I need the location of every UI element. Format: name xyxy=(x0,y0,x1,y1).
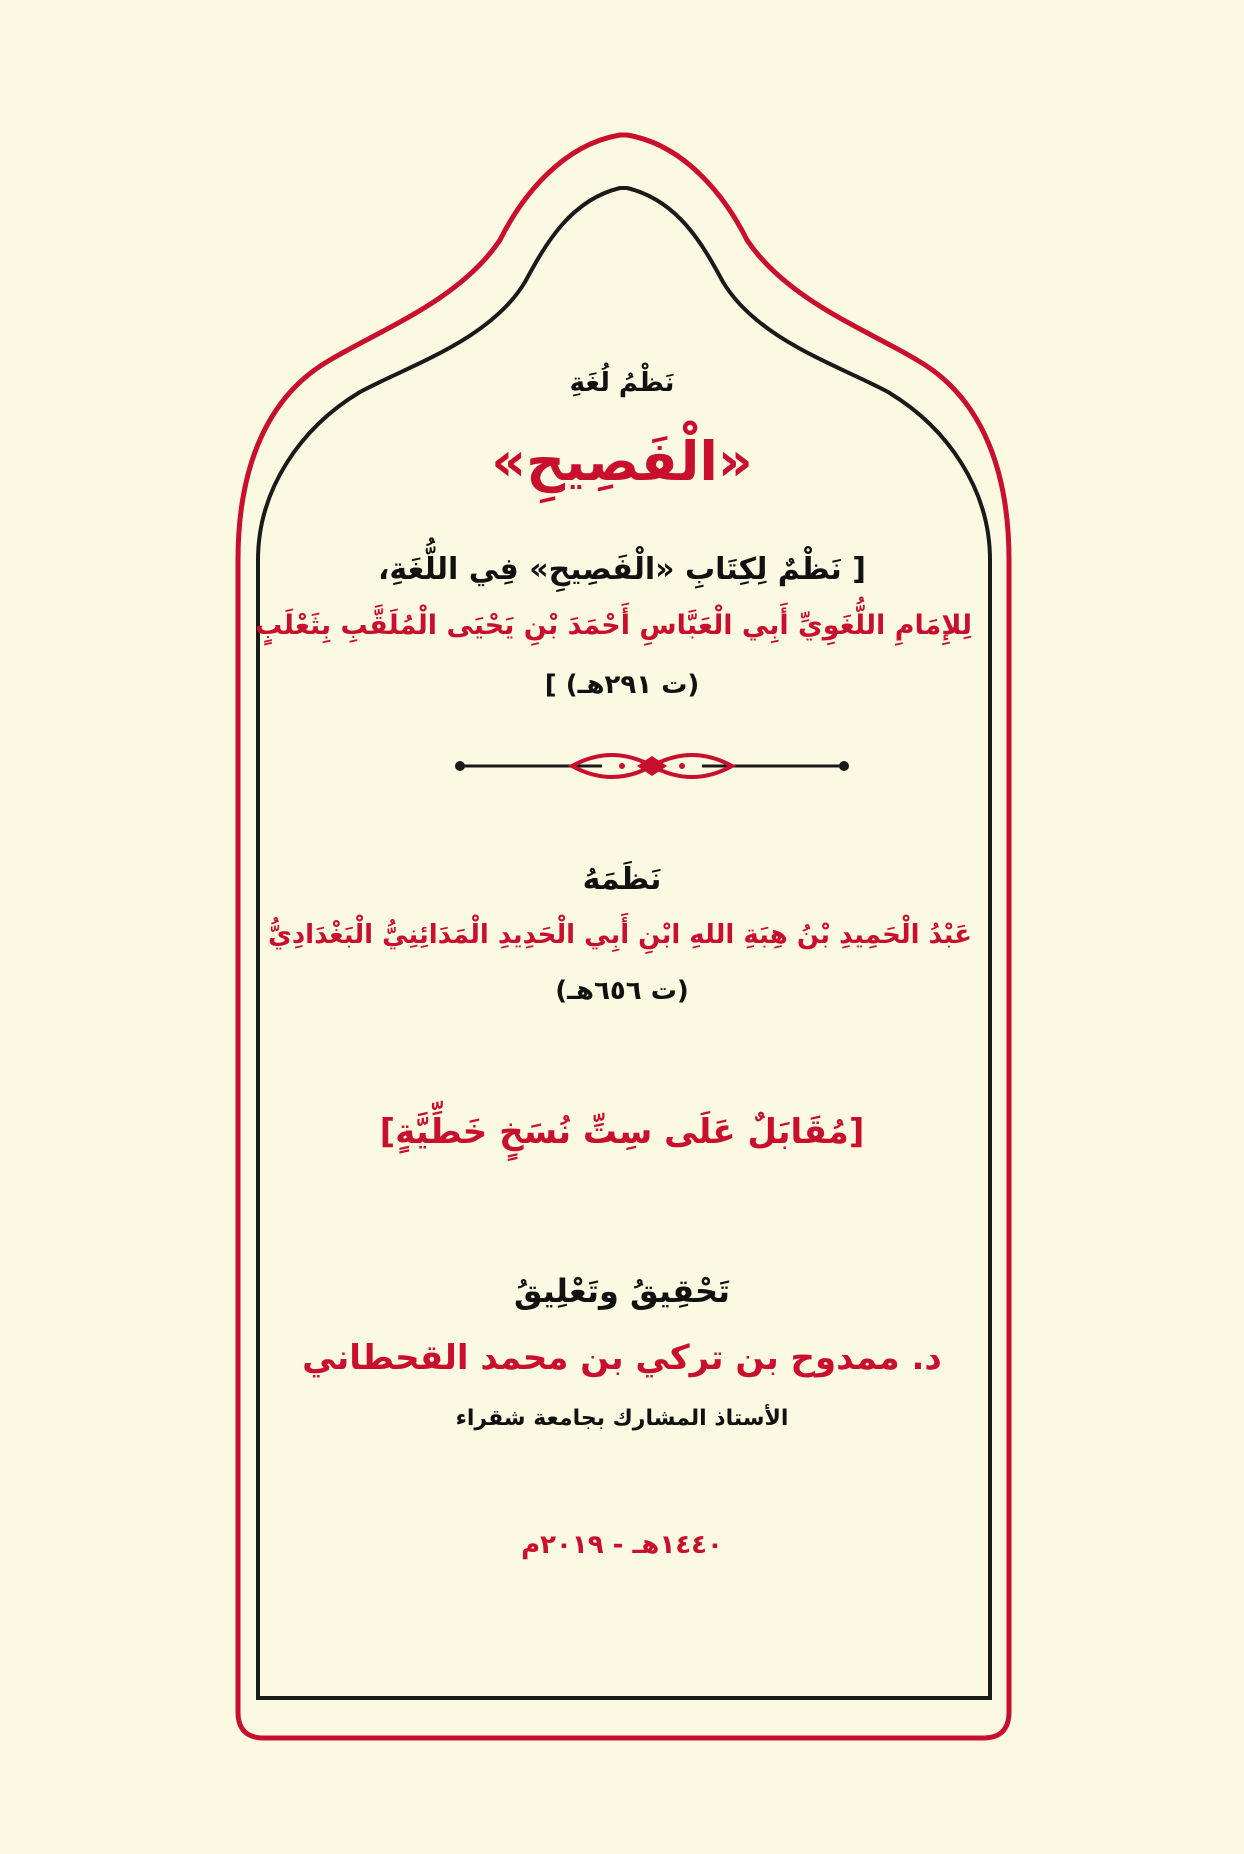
ornamental-divider xyxy=(452,736,852,796)
publication-date: ١٤٤٠هـ - ٢٠١٩م xyxy=(521,1530,723,1560)
book-title: «الْفَصِيحِ» xyxy=(491,430,753,493)
manuscripts-note: [مُقَابَلٌ عَلَى سِتِّ نُسَخٍ خَطِّيَّةٍ] xyxy=(379,1112,865,1152)
author-line: لِلإِمَامِ اللُّغَوِيِّ أَبِي الْعَبَّاسِ أَحْمَدَ بْنِ يَحْيَى الْمُلَقَّبِ بِثَعْلَبٍ xyxy=(255,610,972,641)
versifier-death-date: (ت ٦٥٦هـ) xyxy=(555,976,689,1006)
editing-label: تَحْقِيقُ وتَعْلِيقُ xyxy=(513,1272,731,1310)
kicker-text: نَظْمُ لُغَةِ xyxy=(569,368,675,398)
versifier-label: نَظَمَهُ xyxy=(582,862,662,897)
author-death-date: (ت ٢٩١هـ) ] xyxy=(544,670,700,700)
editor-title: الأستاذ المشارك بجامعة شقراء xyxy=(455,1406,789,1431)
versifier-name: عَبْدُ الْحَمِيدِ بْنُ هِبَةِ اللهِ ابْنِ أَبِي الْحَدِيدِ الْمَدَائِنِيُّ الْبَغْدَادِيُّ xyxy=(267,920,972,950)
subtitle-text: [ نَظْمٌ لِكِتَابِ «الْفَصِيحِ» فِي اللُّغَةِ، xyxy=(378,552,866,587)
editor-name: د. ممدوح بن تركي بن محمد القحطاني xyxy=(302,1338,942,1378)
